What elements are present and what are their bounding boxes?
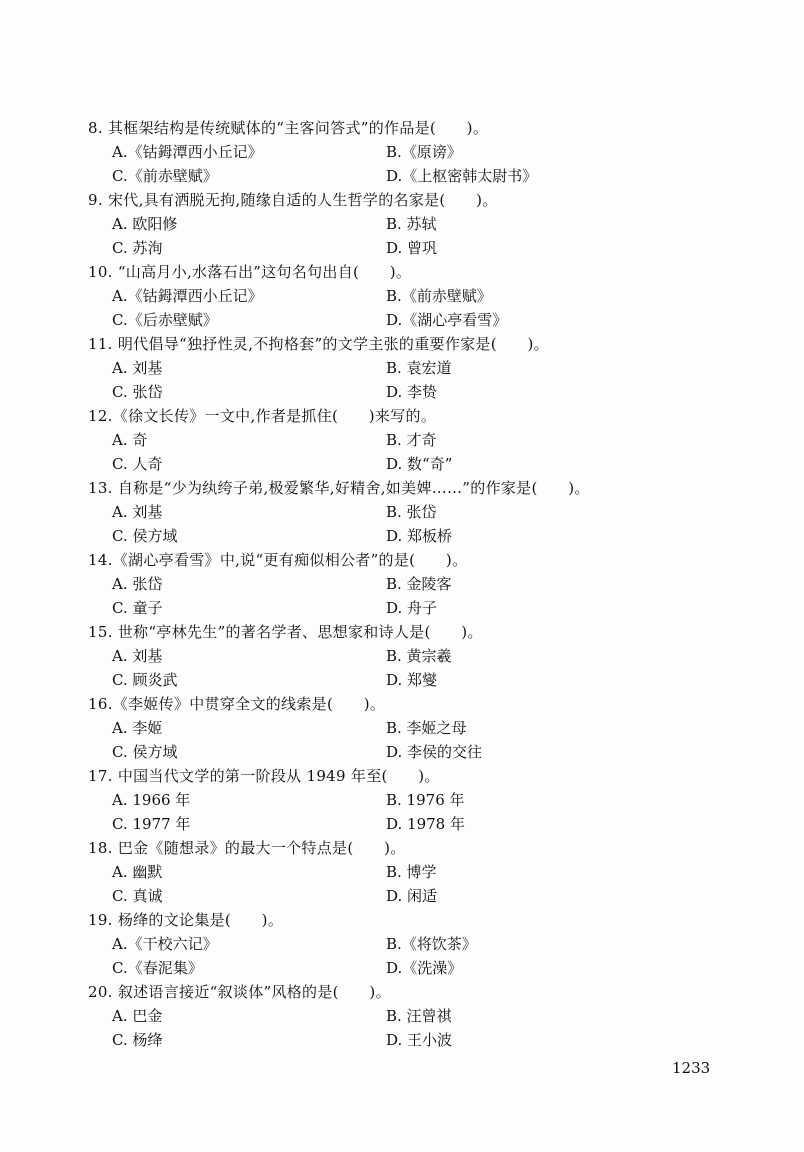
answer-option: C. 苏洵 bbox=[112, 239, 163, 257]
answer-option: B.《前赤壁赋》 bbox=[386, 287, 492, 305]
option-row bbox=[88, 308, 708, 332]
answer-option: C. 童子 bbox=[112, 599, 163, 617]
option-row bbox=[88, 644, 708, 668]
answer-option: A. 李姬 bbox=[112, 719, 163, 737]
question-stem: 14.《湖心亭看雪》中,说“更有痴似相公者”的是( )。 bbox=[88, 551, 468, 569]
answer-option: B. 博学 bbox=[386, 863, 437, 881]
question-item bbox=[88, 188, 708, 260]
answer-option: D.《湖心亭看雪》 bbox=[386, 311, 508, 329]
option-row bbox=[88, 860, 708, 884]
answer-option: B. 苏轼 bbox=[386, 215, 437, 233]
answer-option: B. 袁宏道 bbox=[386, 359, 452, 377]
answer-option: D. 王小波 bbox=[386, 1031, 453, 1049]
option-row bbox=[88, 740, 708, 764]
option-row bbox=[88, 1028, 708, 1052]
answer-option: D. 闲适 bbox=[386, 887, 438, 905]
answer-option: B. 李姬之母 bbox=[386, 719, 467, 737]
answer-option: C. 杨绛 bbox=[112, 1031, 163, 1049]
option-row bbox=[88, 284, 708, 308]
answer-option: C. 真诚 bbox=[112, 887, 163, 905]
page-number: 1233 bbox=[672, 1059, 711, 1077]
answer-option: A. 欧阳修 bbox=[112, 215, 178, 233]
option-row bbox=[88, 812, 708, 836]
question-item bbox=[88, 332, 708, 404]
option-row bbox=[88, 596, 708, 620]
answer-option: A. 奇 bbox=[112, 431, 148, 449]
answer-option: A.《干校六记》 bbox=[112, 935, 218, 953]
answer-option: D. 舟子 bbox=[386, 599, 438, 617]
answer-option: C.《后赤壁赋》 bbox=[112, 311, 218, 329]
answer-option: D. 李侯的交往 bbox=[386, 743, 483, 761]
question-stem: 19. 杨绛的文论集是( )。 bbox=[88, 911, 284, 929]
question-stem: 8. 其框架结构是传统赋体的“主客问答式”的作品是( )。 bbox=[88, 119, 489, 137]
answer-option: A. 张岱 bbox=[112, 575, 163, 593]
option-row bbox=[88, 140, 708, 164]
answer-option: C. 1977 年 bbox=[112, 815, 191, 833]
question-stem: 12.《徐文长传》一文中,作者是抓住( )来写的。 bbox=[88, 407, 437, 425]
answer-option: B. 才奇 bbox=[386, 431, 437, 449]
answer-option: A. 1966 年 bbox=[112, 791, 191, 809]
question-item bbox=[88, 404, 708, 476]
question-stem: 20. 叙述语言接近“叙谈体”风格的是( )。 bbox=[88, 983, 391, 1001]
answer-option: C.《前赤壁赋》 bbox=[112, 167, 218, 185]
answer-option: B.《将饮茶》 bbox=[386, 935, 477, 953]
answer-option: A. 巴金 bbox=[112, 1007, 163, 1025]
question-stem: 18. 巴金《随想录》的最大一个特点是( )。 bbox=[88, 839, 406, 857]
option-row bbox=[88, 1004, 708, 1028]
question-stem: 11. 明代倡导“独抒性灵,不拘格套”的文学主张的重要作家是( )。 bbox=[88, 335, 549, 353]
answer-option: D. 郑燮 bbox=[386, 671, 438, 689]
option-row bbox=[88, 524, 708, 548]
answer-option: A. 刘基 bbox=[112, 359, 163, 377]
answer-option: D.《上枢密韩太尉书》 bbox=[386, 167, 538, 185]
question-stem: 9. 宋代,具有洒脱无拘,随缘自适的人生哲学的名家是( )。 bbox=[88, 191, 498, 209]
option-row bbox=[88, 428, 708, 452]
answer-option: D.《洗澡》 bbox=[386, 959, 463, 977]
answer-option: C. 人奇 bbox=[112, 455, 163, 473]
option-row bbox=[88, 956, 708, 980]
question-item bbox=[88, 764, 708, 836]
answer-option: D. 郑板桥 bbox=[386, 527, 453, 545]
answer-option: A.《钴鉧潭西小丘记》 bbox=[112, 287, 263, 305]
answer-option: B. 1976 年 bbox=[386, 791, 465, 809]
question-item bbox=[88, 980, 708, 1052]
option-row bbox=[88, 452, 708, 476]
answer-option: B. 张岱 bbox=[386, 503, 437, 521]
answer-option: D. 1978 年 bbox=[386, 815, 465, 833]
answer-option: A. 刘基 bbox=[112, 647, 163, 665]
answer-option: C.《春泥集》 bbox=[112, 959, 203, 977]
answer-option: B. 汪曾祺 bbox=[386, 1007, 452, 1025]
question-item bbox=[88, 116, 708, 188]
question-stem: 15. 世称“亭林先生”的著名学者、思想家和诗人是( )。 bbox=[88, 623, 483, 641]
answer-option: B. 金陵客 bbox=[386, 575, 452, 593]
answer-option: A. 幽默 bbox=[112, 863, 163, 881]
option-row bbox=[88, 212, 708, 236]
option-row bbox=[88, 716, 708, 740]
answer-option: A.《钴鉧潭西小丘记》 bbox=[112, 143, 263, 161]
question-stem: 17. 中国当代文学的第一阶段从 1949 年至( )。 bbox=[88, 767, 440, 785]
answer-option: C. 张岱 bbox=[112, 383, 163, 401]
answer-option: D. 数“奇” bbox=[386, 455, 453, 473]
answer-option: B. 黄宗羲 bbox=[386, 647, 452, 665]
question-item bbox=[88, 476, 708, 548]
question-item bbox=[88, 836, 708, 908]
question-stem: 10. “山高月小,水落石出”这句名句出自( )。 bbox=[88, 263, 412, 281]
question-list bbox=[88, 116, 708, 1052]
question-item bbox=[88, 908, 708, 980]
question-item bbox=[88, 260, 708, 332]
option-row bbox=[88, 932, 708, 956]
option-row bbox=[88, 500, 708, 524]
option-row bbox=[88, 884, 708, 908]
question-item bbox=[88, 692, 708, 764]
option-row bbox=[88, 164, 708, 188]
answer-option: C. 侯方域 bbox=[112, 527, 178, 545]
answer-option: C. 顾炎武 bbox=[112, 671, 178, 689]
question-item bbox=[88, 548, 708, 620]
answer-option: D. 曾巩 bbox=[386, 239, 438, 257]
question-stem: 16.《李姬传》中贯穿全文的线索是( )。 bbox=[88, 695, 386, 713]
answer-option: D. 李贽 bbox=[386, 383, 438, 401]
option-row bbox=[88, 572, 708, 596]
option-row bbox=[88, 380, 708, 404]
answer-option: A. 刘基 bbox=[112, 503, 163, 521]
option-row bbox=[88, 668, 708, 692]
answer-option: B.《原谤》 bbox=[386, 143, 462, 161]
answer-option: C. 侯方域 bbox=[112, 743, 178, 761]
option-row bbox=[88, 236, 708, 260]
question-item bbox=[88, 620, 708, 692]
question-stem: 13. 自称是“少为纨绔子弟,极爱繁华,好精舍,如美婢……”的作家是( )。 bbox=[88, 479, 590, 497]
option-row bbox=[88, 356, 708, 380]
option-row bbox=[88, 788, 708, 812]
